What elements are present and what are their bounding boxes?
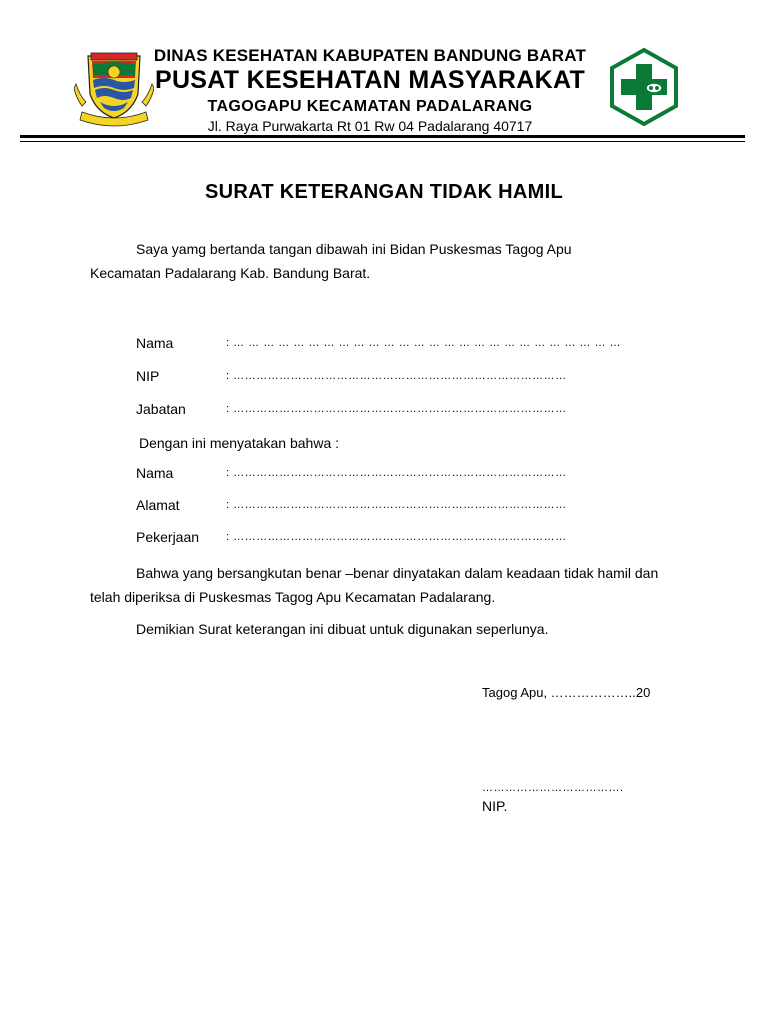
statement-line-1: Bahwa yang bersangkutan benar –benar dinyatakan dalam keadaan tidak hamil dan (136, 565, 659, 581)
field-label: NIP (136, 368, 160, 384)
statement-line-2: telah diperiksa di Puskesmas Tagog Apu Kecamatan Padalarang. (90, 589, 496, 605)
header-rule-thin (20, 141, 745, 142)
closing-sentence: Demikian Surat keterangan ini dibuat untuk digunakan seperlunya. (136, 621, 549, 637)
field-value-dots: : …………………………………………………………………………… (226, 531, 567, 543)
puskesmas-cross-logo-icon (604, 48, 684, 126)
field-label: Alamat (136, 497, 180, 513)
header-agency-name: DINAS KESEHATAN KABUPATEN BANDUNG BARAT (153, 46, 587, 65)
header-puskesmas-title: PUSAT KESEHATAN MASYARAKAT (154, 66, 586, 94)
intro-line-2: Kecamatan Padalarang Kab. Bandung Barat. (90, 265, 371, 281)
header-location: TAGOGAPU KECAMATAN PADALARANG (207, 98, 533, 115)
document-title: SURAT KETERANGAN TIDAK HAMIL (204, 181, 563, 203)
header-address: Jl. Raya Purwakarta Rt 01 Rw 04 Padalarang 40717 (207, 118, 533, 134)
field-label: Nama (136, 465, 174, 481)
intro-paragraph (90, 237, 690, 285)
statement-intro: Dengan ini menyatakan bahwa : (139, 435, 340, 451)
field-value-dots: : …………………………………………………………………………… (226, 467, 567, 479)
field-value-dots: : …………………………………………………………………………… (226, 403, 567, 415)
statement-paragraph (90, 561, 690, 609)
field-value-dots: : …………………………………………………………………………… (226, 370, 567, 382)
field-value-dots: : … … … … … … … … … … … … … … … … … … … … … … … … … … (226, 337, 622, 349)
field-value-dots: : …………………………………………………………………………… (226, 499, 567, 511)
signature-name-dots: ………………………………. (482, 782, 624, 794)
kabupaten-bandung-barat-emblem-icon (74, 50, 154, 128)
intro-line-1: Saya yamg bertanda tangan dibawah ini Bidan Puskesmas Tagog Apu (136, 241, 572, 257)
signature-nip-label: NIP. (482, 798, 508, 814)
header-rule-thick (20, 135, 745, 138)
field-label: Jabatan (136, 401, 186, 417)
place-date: Tagog Apu, ………………..20 (482, 685, 651, 700)
field-label: Pekerjaan (136, 529, 200, 545)
field-label: Nama (136, 335, 174, 351)
